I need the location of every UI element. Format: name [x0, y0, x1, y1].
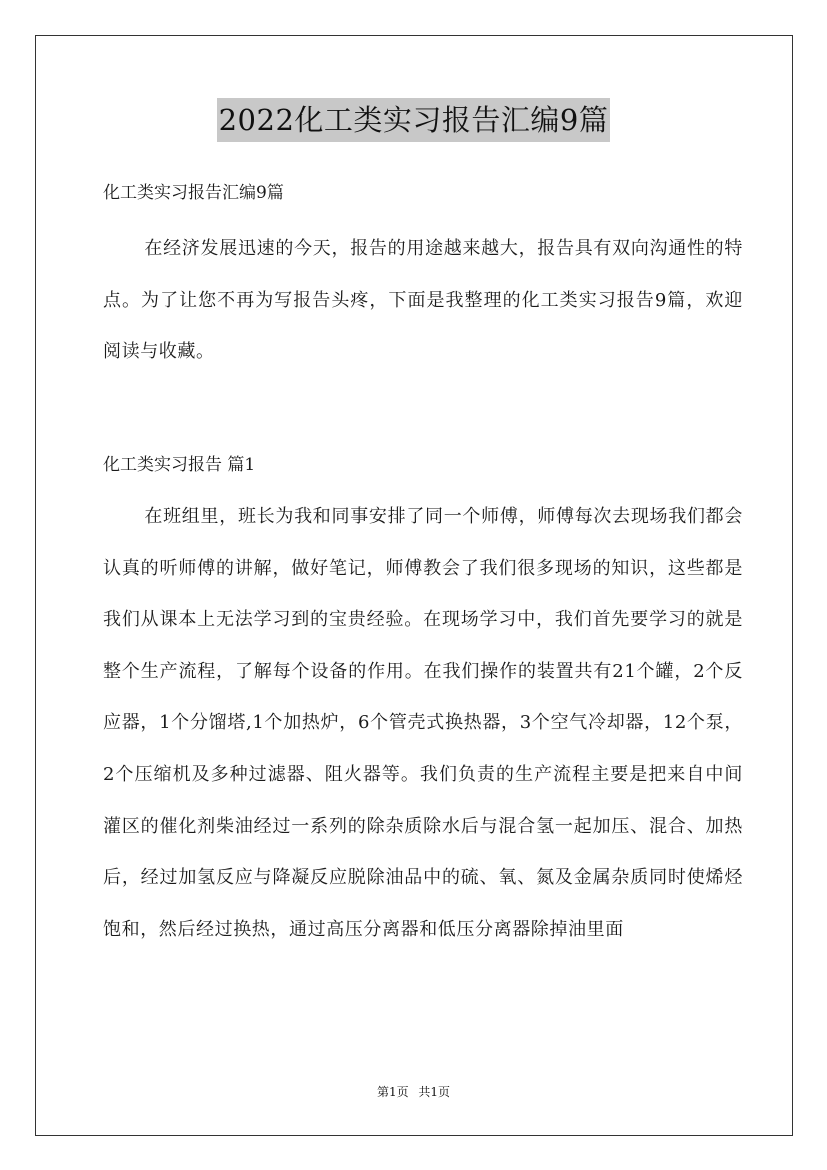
title-container: [0, 98, 827, 142]
intro-paragraph: 在经济发展迅速的今天，报告的用途越来越大，报告具有双向沟通性的特点。为了让您不再为写报告头疼，下面是我整理的化工类实习报告9篇，欢迎阅读与收藏。: [103, 238, 743, 363]
section-body-paragraph: 在班组里，班长为我和同事安排了同一个师傅，师傅每次去现场我们都会认真的听师傅的讲解，做好笔记，师傅教会了我们很多现场的知识，这些都是我们从课本上无法学习到的宝贵经验。在现场学习中，我们首先要学习的就是整个生产流程，了解每个设备的作用。在我们操作的装置共有21个罐，2个反应器，1个分馏塔,1个加热炉，6个管壳式换热器，3个空气冷却器，12个泵，2个压缩机及多种过滤器、阻火器等。我们负责的生产流程主要是把来自中间灌区的催化剂柴油经过一系列的除杂质除水后与混合氢一起加压、混合、加热后，经过加氢反应与降凝反应脱除油品中的硫、氧、氮及金属杂质同时使烯烃饱和，然后经过换热，通过高压分离器和低压分离器除掉油里面: [103, 506, 743, 940]
page-footer: [0, 1083, 827, 1101]
page-number-current: 第1页: [376, 1085, 409, 1099]
page-number-total: 共1页: [418, 1085, 451, 1099]
document-subtitle: 化工类实习报告汇编9篇: [103, 183, 284, 203]
section-heading: 化工类实习报告 篇1: [103, 455, 256, 475]
document-title: 2022化工类实习报告汇编9篇: [217, 98, 611, 142]
